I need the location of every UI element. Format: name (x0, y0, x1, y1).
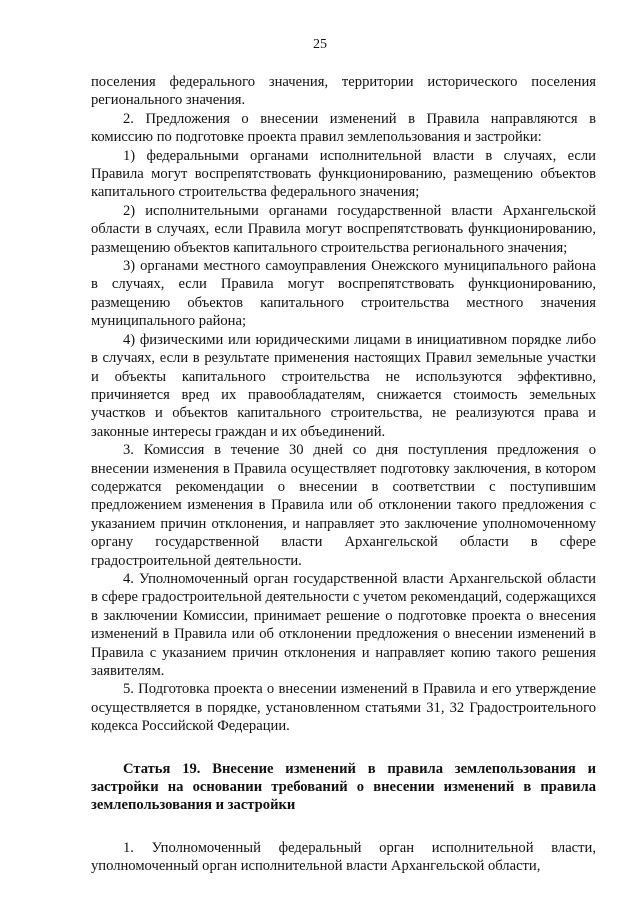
paragraph-item-2: 2. Предложения о внесении изменений в Правила направляются в комиссию по подготовке проекта правил землепользования и застройки: (91, 110, 596, 146)
paragraph-item-5: 5. Подготовка проекта о внесении изменений в Правила и его утверждение осуществляется в порядке, установленном статьями 31, 32 Градостроительного кодекса Российской Федерации. (91, 681, 596, 735)
paragraph-subitem-1: 1) федеральными органами исполнительной власти в случаях, если Правила могут воспрепятствовать функционированию, размещению объектов капитального строительства федерального значения; (91, 147, 596, 201)
paragraph-item-4: 4. Уполномоченный орган государственной власти Архангельской области в сфере градостроительной деятельности с учетом рекомендаций, содержащихся в заключении Комиссии, принимает решение о подготовке проекта о внесения изменений в Правила или об отклонении предложения о внесении изменений в Правила с указанием причин отклонения и направляет копию такого решения заявителям. (91, 570, 596, 679)
paragraph-item-3: 3. Комиссия в течение 30 дней со дня поступления предложения о внесении изменения в Правила осуществляет подготовку заключения, в котором содержатся рекомендации о внесении в соответствии с поступившим предложением изменения в Правила или об отклонении такого предложения с указанием причин отклонения, и направляет это заключение уполномоченному органу государственной власти Архангельской области в сфере градостроительной деятельности. (91, 442, 596, 569)
article-heading: Статья 19. Внесение изменений в правила землепользования и застройки на основании требований о внесении изменений в правила землепользования и застройки (91, 760, 596, 814)
paragraph-subitem-3: 3) органами местного самоуправления Онежского муниципального района в случаях, если Правила могут воспрепятствовать функционированию, размещению объектов капитального строительства местного значения муниципального района; (91, 258, 596, 330)
paragraph-subitem-2: 2) исполнительными органами государственной власти Архангельской области в случаях, если Правила могут воспрепятствовать функционированию, размещению объектов капитального строительства регионального значения; (91, 202, 596, 256)
paragraph-continuation: поселения федерального значения, территории исторического поселения регионального значения. (91, 74, 596, 109)
paragraph-article-item-1: 1. Уполномоченный федеральный орган исполнительной власти, уполномоченный орган исполнительной власти Архангельской области, (91, 839, 596, 875)
document-body (91, 73, 596, 876)
paragraph-subitem-4: 4) физическими или юридическими лицами в инициативном порядке либо в случаях, если в результате применения настоящих Правил земельные участки и объекты капитального строительства не используются эффективно, причиняется вред их правообладателям, снижается стоимость земельных участков и объектов капитального строительства, не реализуются права и законные интересы граждан и их объединений. (91, 331, 596, 440)
page-number: 25 (313, 37, 327, 52)
